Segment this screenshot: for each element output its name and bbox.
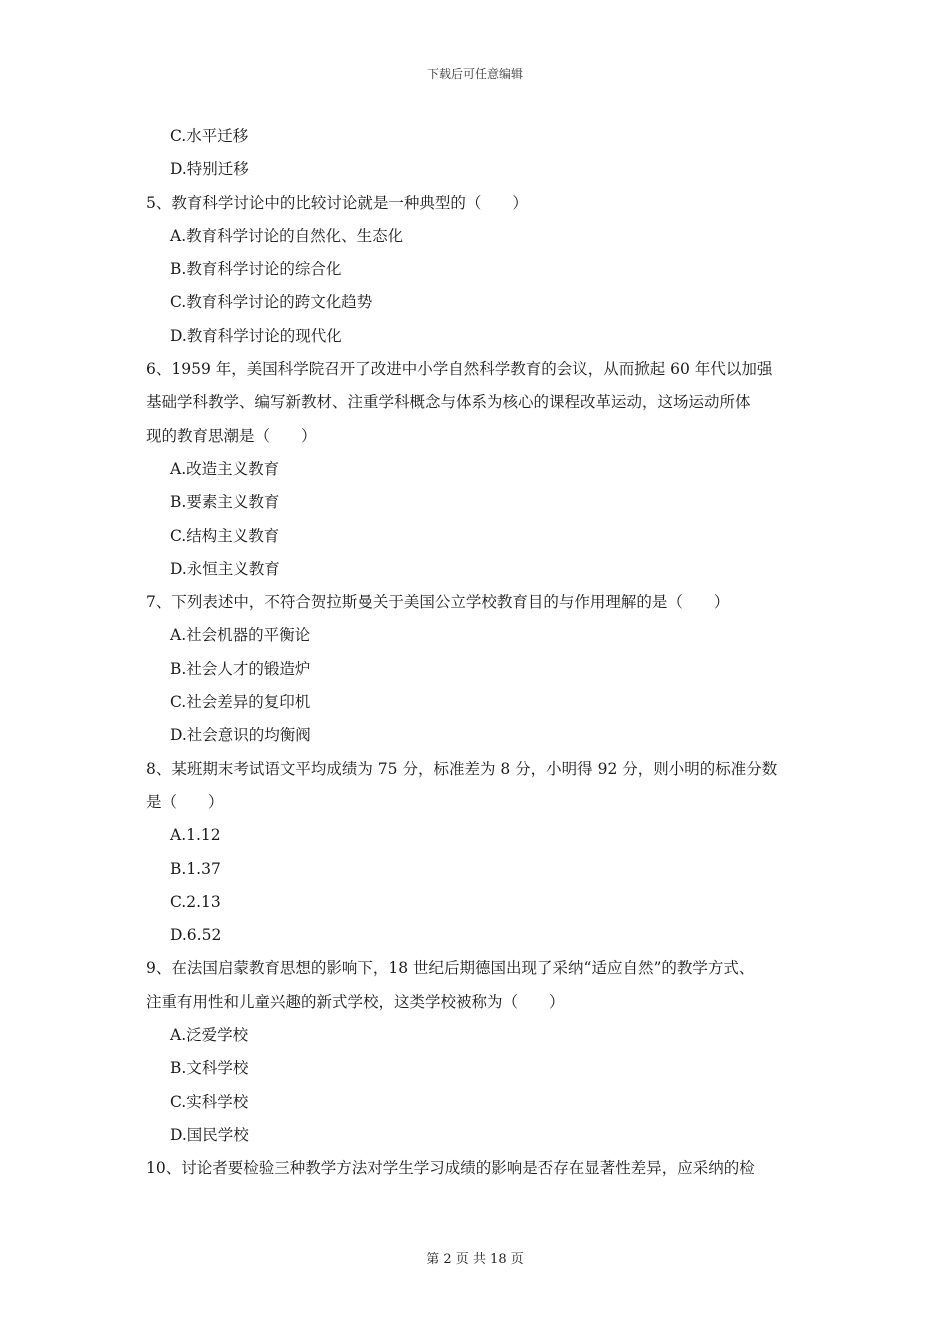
option-line: C.教育科学讨论的跨文化趋势: [170, 293, 373, 312]
question-5: 5、教育科学讨论中的比较讨论就是一种典型的（ ）: [146, 193, 528, 212]
option-line: D.教育科学讨论的现代化: [170, 326, 342, 345]
question-7: 7、下列表述中，不符合贺拉斯曼关于美国公立学校教育目的与作用理解的是（ ）: [146, 593, 730, 612]
option-line: D.永恒主义教育: [170, 559, 280, 578]
page-header: 下载后可任意编辑: [426, 67, 523, 81]
option-line: C.水平迁移: [170, 127, 249, 145]
document-body: [146, 120, 816, 1186]
option-line: A.1.12: [170, 826, 221, 845]
question-6-continued: 现的教育思潮是（ ）: [146, 426, 317, 445]
option-line: D.6.52: [170, 926, 222, 945]
option-line: A.泛爱学校: [170, 1026, 249, 1045]
option-line: B.要素主义教育: [170, 493, 280, 512]
option-line: C.实科学校: [170, 1092, 249, 1111]
question-10: 10、讨论者要检验三种教学方法对学生学习成绩的影响是否存在显著性差异，应采纳的检: [146, 1159, 755, 1178]
option-line: B.社会人才的锻造炉: [170, 659, 311, 678]
option-line: D.特别迁移: [170, 160, 249, 179]
option-line: A.教育科学讨论的自然化、生态化: [170, 226, 404, 245]
option-line: A.改造主义教育: [170, 459, 280, 478]
option-line: C.社会差异的复印机: [170, 693, 311, 712]
option-line: A.社会机器的平衡论: [170, 626, 311, 645]
question-6-continued: 基础学科教学、编写新教材、注重学科概念与体系为核心的课程改革运动，这场运动所体: [146, 393, 751, 412]
option-line: B.教育科学讨论的综合化: [170, 260, 342, 279]
question-9-continued: 注重有用性和儿童兴趣的新式学校，这类学校被称为（ ）: [146, 992, 565, 1011]
option-line: D.社会意识的均衡阀: [170, 726, 311, 745]
question-6: 6、1959 年，美国科学院召开了改进中小学自然科学教育的会议，从而掀起 60 年代以加强: [146, 360, 773, 379]
question-9: 9、在法国启蒙教育思想的影响下，18 世纪后期德国出现了采纳“适应自然”的教学方式、: [146, 959, 755, 978]
question-8-continued: 是（ ）: [146, 792, 224, 811]
option-line: D.国民学校: [170, 1125, 249, 1144]
option-line: B.1.37: [170, 859, 221, 878]
page-footer: 第 2 页 共 18 页: [426, 1252, 524, 1267]
option-line: C.2.13: [170, 892, 221, 911]
question-8: 8、某班期末考试语文平均成绩为 75 分，标准差为 8 分，小明得 92 分，则小明的标准分数: [146, 759, 778, 778]
option-line: C.结构主义教育: [170, 526, 280, 545]
option-line: B.文科学校: [170, 1059, 249, 1078]
